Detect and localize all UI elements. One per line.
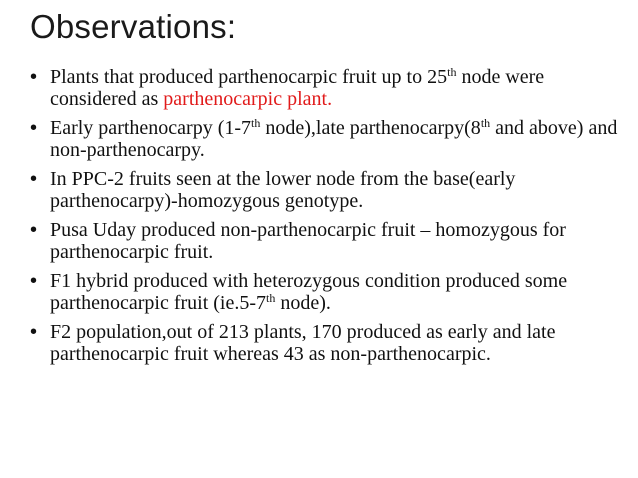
bullet-item	[30, 168, 630, 212]
bullet-icon: •	[30, 66, 38, 88]
bullet-text: node).	[275, 292, 331, 314]
superscript: th	[480, 116, 491, 130]
bullet-text: node),late parthenocarpy(8	[260, 117, 481, 139]
bullet-text: and above) and non-parthenocarpy.	[50, 117, 618, 161]
bullet-item	[30, 270, 630, 314]
bullet-item	[30, 219, 630, 263]
bullet-icon: •	[30, 270, 38, 292]
bullet-list	[30, 66, 630, 372]
bullet-text: node were considered as	[50, 66, 545, 110]
bullet-icon: •	[30, 219, 38, 241]
bullet-item	[30, 117, 630, 161]
bullet-text: Early parthenocarpy (1-7	[50, 117, 252, 139]
bullet-text: Pusa Uday produced non-parthenocarpic fruit – homozygous for parthenocarpic fruit.	[50, 219, 566, 263]
bullet-text: Plants that produced parthenocarpic fruit up to 25	[50, 66, 448, 88]
bullet-item	[30, 321, 630, 365]
bullet-text: In PPC-2 fruits seen at the lower node from the base(early parthenocarpy)-homozygous genotype.	[50, 168, 516, 212]
bullet-text: F1 hybrid produced with heterozygous condition produced some parthenocarpic fruit (ie.5-7	[50, 270, 568, 314]
highlighted-text: parthenocarpic plant.	[163, 88, 333, 110]
bullet-item	[30, 66, 630, 110]
bullet-icon: •	[30, 117, 38, 139]
bullet-text: F2 population,out of 213 plants, 170 produced as early and late parthenocarpic fruit whereas 43 as non-parthenocarpic.	[50, 321, 556, 365]
bullet-icon: •	[30, 321, 38, 343]
slide-title: Observations:	[30, 8, 237, 45]
superscript: th	[447, 65, 457, 79]
superscript: th	[251, 116, 261, 130]
superscript: th	[266, 291, 276, 305]
bullet-icon: •	[30, 168, 38, 190]
